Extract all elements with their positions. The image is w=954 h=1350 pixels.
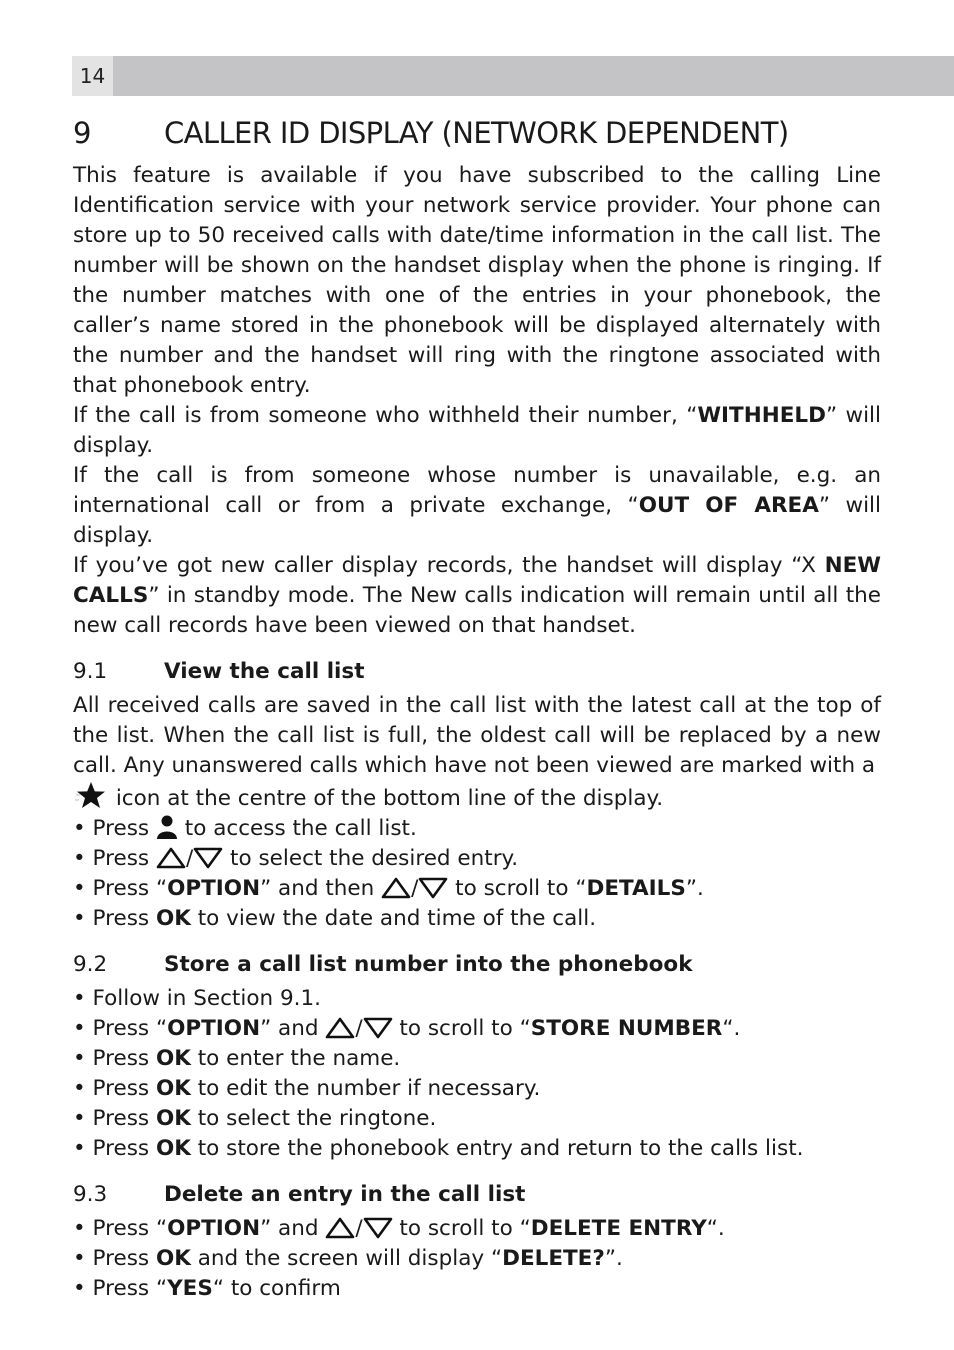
chapter-number: 9 xyxy=(73,116,91,150)
list-item: • Press OK and the screen will display “DELETE?”. xyxy=(73,1244,881,1274)
chapter-title-text: CALLER ID DISPLAY (NETWORK DEPENDENT) xyxy=(164,116,789,150)
section-heading-9-1: 9.1 View the call list xyxy=(73,659,365,684)
up-arrow-icon xyxy=(156,847,186,869)
delete-entry-steps xyxy=(73,1214,881,1304)
page-number: 14 xyxy=(72,56,113,96)
up-arrow-icon xyxy=(325,1017,355,1039)
list-item: • Press to access the call list. xyxy=(73,814,881,844)
star-icon-line: icon at the centre of the bottom line of the display. xyxy=(73,781,881,814)
down-arrow-icon xyxy=(418,877,448,899)
list-item: • Press OK to view the date and time of the call. xyxy=(73,904,881,934)
list-item: • Press “OPTION” and then / to scroll to “DETAILS”. xyxy=(73,874,881,904)
page-content xyxy=(73,114,881,1304)
list-item: • Press “OPTION” and / to scroll to “DELETE ENTRY“. xyxy=(73,1214,881,1244)
list-item: • Follow in Section 9.1. xyxy=(73,984,881,1014)
new-calls-paragraph: If you’ve got new caller display records, the handset will display “X NEW CALLS” in standby mode. The New calls indication will remain until all the new call records have been viewed on that handset. xyxy=(73,553,881,638)
call-list-paragraph: All received calls are saved in the call list with the latest call at the top of the list. When the call list is full, the oldest call will be replaced by a new call. Any unanswered calls which have not been viewed are marked with a xyxy=(73,693,881,778)
list-item: • Press OK to enter the name. xyxy=(73,1044,881,1074)
chapter-title xyxy=(73,114,881,152)
down-arrow-icon xyxy=(363,1017,393,1039)
store-number-steps xyxy=(73,984,881,1164)
header-bar xyxy=(72,56,954,96)
list-item: • Press OK to store the phonebook entry and return to the calls list. xyxy=(73,1134,881,1164)
up-arrow-icon xyxy=(325,1217,355,1239)
list-item: • Press “OPTION” and / to scroll to “STORE NUMBER“. xyxy=(73,1014,881,1044)
up-arrow-icon xyxy=(381,877,411,899)
down-arrow-icon xyxy=(363,1217,393,1239)
list-item: • Press OK to edit the number if necessary. xyxy=(73,1074,881,1104)
call-list-steps xyxy=(73,814,881,934)
section-heading-9-3: 9.3 Delete an entry in the call list xyxy=(73,1182,526,1207)
intro-paragraph: This feature is available if you have subscribed to the calling Line Identification service with your network service provider. Your phone can store up to 50 received calls with date/time information in the call list. The number will be shown on the handset display when the phone is ringing. If the number matches with one of the entries in your phonebook, the caller’s name stored in the phonebook will be displayed alternately with the number and the handset will ring with the ringtone associated with that phonebook entry. xyxy=(73,163,881,398)
out-of-area-paragraph: If the call is from someone whose number is unavailable, e.g. an international call or from a private exchange, “OUT OF AREA” will display. xyxy=(73,463,881,548)
list-item: • Press “YES“ to confirm xyxy=(73,1274,881,1304)
down-arrow-icon xyxy=(193,847,223,869)
list-item: • Press OK to select the ringtone. xyxy=(73,1104,881,1134)
star-icon xyxy=(73,781,109,809)
section-heading-9-2: 9.2 Store a call list number into the phonebook xyxy=(73,952,693,977)
list-item: • Press / to select the desired entry. xyxy=(73,844,881,874)
person-icon xyxy=(156,815,178,839)
withheld-paragraph: If the call is from someone who withheld their number, “WITHHELD” will display. xyxy=(73,403,881,458)
